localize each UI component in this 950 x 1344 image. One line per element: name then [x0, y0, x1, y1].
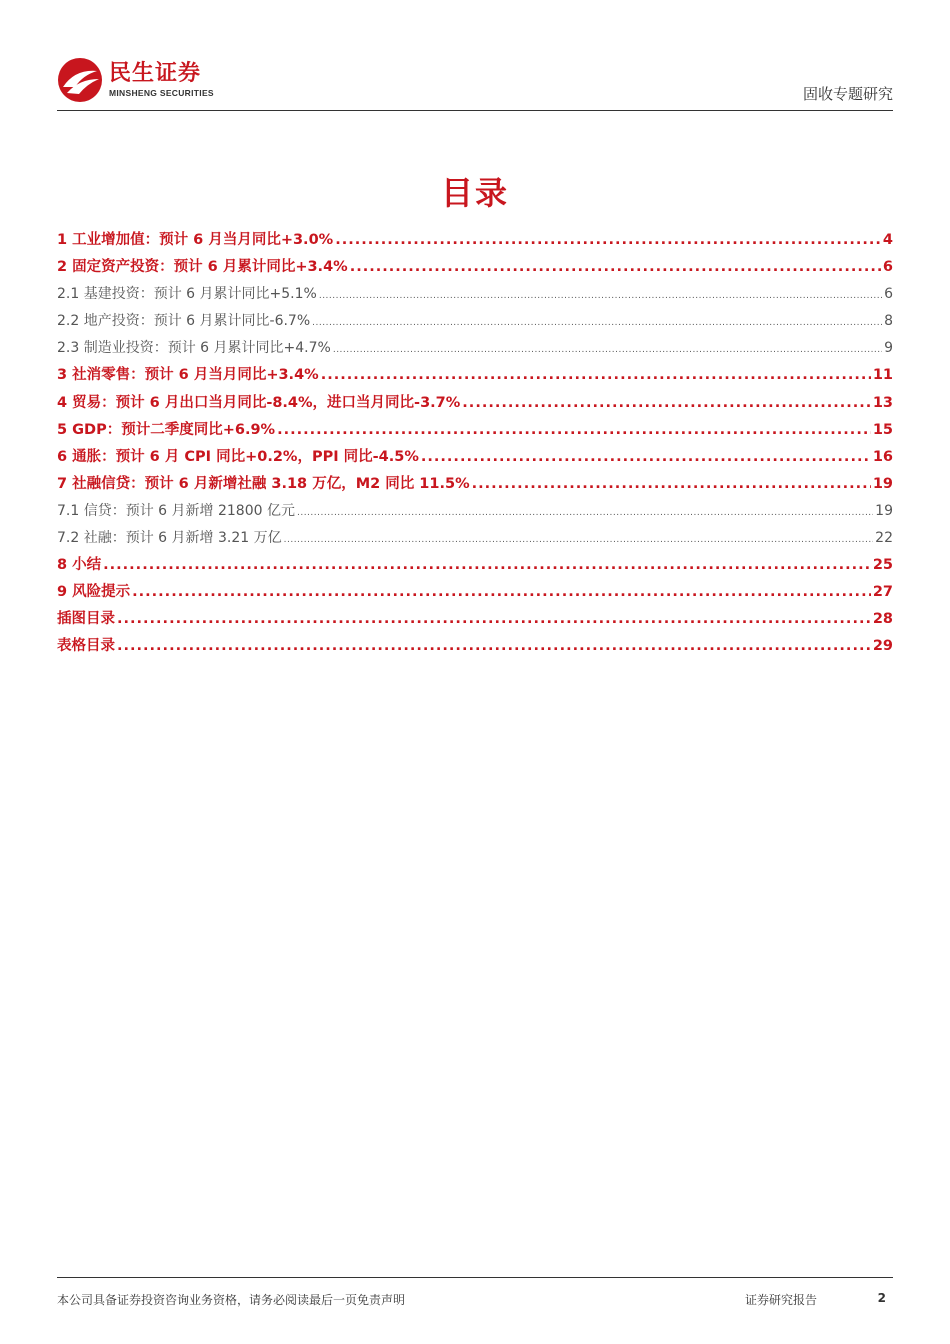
toc-entry-page[interactable]: 6	[882, 259, 893, 276]
toc-dot-leader	[103, 552, 871, 579]
toc-dot-leader	[462, 390, 871, 417]
toc-entry[interactable]	[57, 281, 893, 308]
toc-entry-page[interactable]: 22	[875, 530, 893, 547]
toc-entry-label[interactable]: 7 社融信贷：预计 6 月新增社融 3.18 万亿，M2 同比 11.5%	[57, 475, 470, 492]
toc-entry-page[interactable]: 19	[872, 475, 893, 492]
toc-dot-leader	[421, 444, 871, 471]
toc-entry-label[interactable]: 8 小结	[57, 557, 102, 574]
logo-emblem-icon	[57, 57, 103, 103]
toc-dot-leader	[284, 527, 874, 554]
toc-entry[interactable]	[57, 525, 893, 552]
logo-english-name: MINSHENG SECURITIES	[109, 88, 214, 98]
toc-entry-page[interactable]: 4	[882, 232, 893, 248]
toc-entry-label[interactable]: 7.2 社融：预计 6 月新增 3.21 万亿	[57, 530, 282, 547]
toc-dot-leader	[319, 283, 882, 310]
toc-entry[interactable]	[57, 579, 893, 606]
toc-entry-label[interactable]: 插图目录	[57, 611, 115, 628]
toc-dot-leader	[132, 579, 871, 606]
toc-entry[interactable]	[57, 444, 893, 471]
toc-entry[interactable]	[57, 335, 893, 362]
company-logo	[57, 56, 214, 104]
toc-dot-leader	[117, 633, 871, 660]
toc-dot-leader	[312, 310, 882, 337]
toc-entry-page[interactable]: 15	[872, 421, 893, 438]
toc-entry-label[interactable]: 5 GDP：预计二季度同比+6.9%	[57, 421, 276, 438]
footer-page-number: 2	[877, 1291, 886, 1305]
toc-entry-page[interactable]: 19	[875, 502, 893, 519]
toc-dot-leader	[321, 362, 871, 389]
page-footer	[57, 1277, 893, 1318]
toc-entry-page[interactable]: 25	[872, 557, 893, 574]
page-header	[57, 50, 893, 111]
toc-entry-page[interactable]: 29	[872, 638, 893, 655]
toc-entry-label[interactable]: 2 固定资产投资：预计 6 月累计同比+3.4%	[57, 259, 348, 276]
toc-entry-label[interactable]: 4 贸易：预计 6 月出口当月同比-8.4%，进口当月同比-3.7%	[57, 394, 461, 411]
toc-entry-page[interactable]: 9	[884, 340, 893, 357]
toc-entry[interactable]	[57, 227, 893, 254]
toc-entry-label[interactable]: 表格目录	[57, 638, 115, 655]
toc-entry[interactable]	[57, 471, 893, 498]
toc-entry-label[interactable]: 7.1 信贷：预计 6 月新增 21800 亿元	[57, 502, 295, 519]
toc-dot-leader	[333, 337, 882, 364]
toc-entry-page[interactable]: 11	[872, 367, 893, 384]
toc-entry[interactable]	[57, 390, 893, 417]
toc-entry-page[interactable]: 27	[872, 584, 893, 601]
table-of-contents	[57, 227, 893, 661]
toc-entry-page[interactable]: 28	[872, 611, 893, 628]
toc-entry-page[interactable]: 8	[884, 313, 893, 330]
toc-dot-leader	[335, 227, 881, 254]
toc-entry-page[interactable]: 6	[884, 286, 893, 303]
toc-dot-leader	[472, 471, 871, 498]
toc-entry-page[interactable]: 13	[872, 394, 893, 411]
logo-chinese-name: 民生证券	[109, 61, 202, 86]
toc-entry[interactable]	[57, 552, 893, 579]
toc-entry-label[interactable]: 2.1 基建投资：预计 6 月累计同比+5.1%	[57, 286, 317, 303]
toc-entry-label[interactable]: 2.2 地产投资：预计 6 月累计同比-6.7%	[57, 313, 311, 330]
footer-disclaimer: 本公司具备证券投资咨询业务资格，请务必阅读最后一页免责声明	[57, 1293, 406, 1307]
toc-dot-leader	[117, 606, 871, 633]
toc-entry-label[interactable]: 1 工业增加值：预计 6 月当月同比+3.0%	[57, 232, 334, 248]
toc-entry-label[interactable]: 3 社消零售：预计 6 月当月同比+3.4%	[57, 367, 319, 384]
toc-dot-leader	[297, 500, 873, 527]
toc-dot-leader	[277, 417, 871, 444]
page-title: 目录	[440, 174, 509, 212]
toc-entry[interactable]	[57, 498, 893, 525]
toc-entry-page[interactable]: 16	[872, 448, 893, 465]
toc-entry-label[interactable]: 9 风险提示	[57, 584, 131, 601]
footer-report-type: 证券研究报告	[744, 1293, 817, 1307]
toc-entry[interactable]	[57, 633, 893, 660]
toc-entry-label[interactable]: 6 通胀：预计 6 月 CPI 同比+0.2%，PPI 同比-4.5%	[57, 448, 419, 465]
report-category: 固收专题研究	[802, 85, 893, 103]
toc-entry[interactable]	[57, 362, 893, 389]
toc-entry[interactable]	[57, 606, 893, 633]
toc-entry[interactable]	[57, 308, 893, 335]
toc-entry[interactable]	[57, 254, 893, 281]
toc-entry[interactable]	[57, 417, 893, 444]
toc-entry-label[interactable]: 2.3 制造业投资：预计 6 月累计同比+4.7%	[57, 340, 331, 357]
toc-dot-leader	[350, 254, 881, 281]
